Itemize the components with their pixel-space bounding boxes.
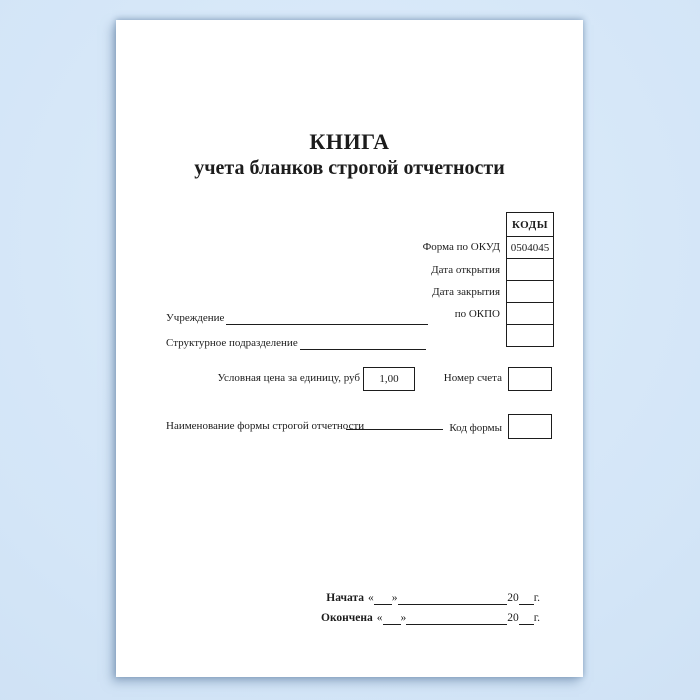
form-code-box (508, 414, 552, 439)
finished-day-blank (383, 611, 401, 625)
form-code-label: Код формы (449, 422, 502, 434)
finished-label: Окончена (321, 612, 373, 624)
codes-table-cell-okud: 0504045 (507, 236, 553, 258)
open-quote: « (368, 592, 374, 604)
page-title: КНИГА (309, 129, 390, 154)
finished-year-suffix: г. (533, 612, 540, 624)
form-name-blank-line (346, 417, 443, 430)
label-data-zakrytiya: Дата закрытия (432, 286, 500, 298)
codes-table-cell-extra (507, 324, 553, 346)
finished-month-blank (406, 611, 507, 625)
started-year-blank (519, 591, 534, 605)
unit-price-box: 1,00 (363, 367, 415, 391)
finished-year-prefix: 20 (507, 612, 519, 624)
started-year-suffix: г. (533, 592, 540, 604)
account-number-box (508, 367, 552, 391)
started-day-blank (374, 591, 392, 605)
page-subtitle: учета бланков строгой отчетности (194, 157, 505, 179)
close-quote: » (400, 612, 407, 624)
label-data-otkrytiya: Дата открытия (431, 264, 500, 276)
institution-row (166, 312, 428, 325)
form-name-label: Наименование формы строгой отчетности (166, 420, 365, 432)
finished-year-blank (519, 611, 534, 625)
started-label: Начата (326, 592, 364, 604)
department-row (166, 337, 426, 350)
unit-price-label: Условная цена за единицу, руб (217, 372, 360, 384)
institution-blank-line (226, 312, 428, 325)
label-forma-po-okud: Форма по ОКУД (422, 241, 500, 253)
department-label: Структурное подразделение (166, 337, 298, 349)
codes-table-header: КОДЫ (511, 219, 549, 231)
codes-table-cell-open-date (507, 258, 553, 280)
started-year-prefix: 20 (507, 592, 519, 604)
document-page (116, 20, 583, 677)
label-po-okpo: по ОКПО (454, 308, 500, 320)
started-date-row (321, 591, 540, 605)
close-quote: » (391, 592, 398, 604)
department-blank-line (300, 337, 426, 350)
account-number-label: Номер счета (443, 372, 502, 384)
codes-table-cell-close-date (507, 280, 553, 302)
codes-table-cell-okpo (507, 302, 553, 324)
open-quote: « (376, 612, 383, 624)
title-block (116, 130, 583, 182)
codes-table (506, 212, 554, 347)
institution-label: Учреждение (166, 312, 225, 324)
finished-date-row (321, 611, 540, 625)
started-month-blank (398, 591, 508, 605)
